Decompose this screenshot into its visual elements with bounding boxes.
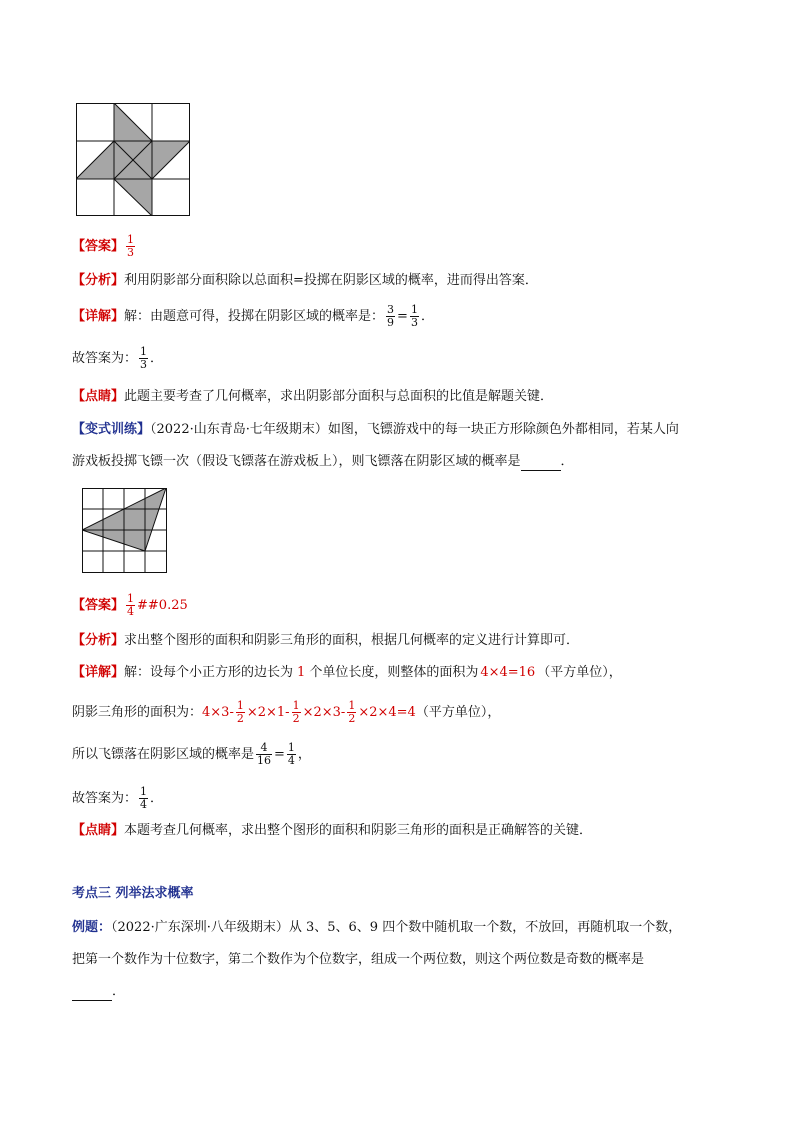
answer-tag: 【答案】 bbox=[72, 598, 125, 613]
detail-line-2 bbox=[72, 664, 622, 682]
pinwheel-figure bbox=[76, 103, 190, 216]
comment-text: 本题考查几何概率，求出整个图形的面积和阴影三角形的面积是正确解答的关键． bbox=[124, 823, 593, 838]
answer-blank bbox=[521, 456, 561, 471]
math-value: 1 bbox=[297, 665, 306, 680]
detail-text: 个单位长度，则整体的面积为 bbox=[309, 665, 479, 680]
answer-blank bbox=[72, 986, 112, 1001]
analysis-tag: 【分析】 bbox=[72, 633, 125, 648]
probability-text: 所以飞镖落在阴影区域的概率是 bbox=[72, 747, 255, 762]
fraction: $\frac{1}{2}$ bbox=[236, 699, 244, 725]
fraction: $\frac{3}{9}$ bbox=[387, 303, 395, 329]
section-heading: 考点三 列举法求概率 bbox=[72, 886, 194, 901]
detail-line-1 bbox=[72, 304, 434, 329]
fraction: $\frac{1}{2}$ bbox=[292, 699, 300, 725]
answer-line-2 bbox=[72, 593, 188, 618]
example-text: （2022·广东深圳·八年级期末）从 3、5、6、9 四个数中随机取一个数，不放回，再随机取一个数， bbox=[111, 920, 682, 935]
math-expression: ×2×4=4 bbox=[358, 705, 416, 720]
triangle-area-text: 阴影三角形的面积为： bbox=[72, 705, 203, 720]
question-text: （2022·山东青岛·七年级期末）如图，飞镖游戏中的每一块正方形除颜色外都相同，若某人向 bbox=[150, 422, 679, 437]
comment-line-1 bbox=[72, 388, 553, 406]
punctuation: ． bbox=[560, 454, 574, 469]
question-text: 游戏板投掷飞镖一次（假设飞镖落在游戏板上），则飞镖落在阴影区域的概率是 bbox=[72, 454, 521, 469]
variant-tag: 【变式训练】 bbox=[72, 422, 151, 437]
analysis-line-1 bbox=[72, 272, 538, 290]
punctuation: ， bbox=[297, 747, 311, 762]
answer-alt: ##0.25 bbox=[137, 598, 188, 613]
analysis-tag: 【分析】 bbox=[72, 273, 125, 288]
punctuation: ． bbox=[150, 791, 164, 806]
conclusion-text: 故答案为： bbox=[72, 351, 138, 366]
fraction: $\frac{1}{3}$ bbox=[410, 303, 418, 329]
equals-sign: = bbox=[274, 747, 285, 762]
variant-question-line-1 bbox=[72, 421, 679, 439]
analysis-line-2 bbox=[72, 632, 579, 650]
punctuation: ． bbox=[420, 309, 434, 324]
fraction: $\frac{1}{3}$ bbox=[140, 345, 148, 371]
answer-fraction: $\frac{1}{3}$ bbox=[127, 233, 135, 259]
analysis-text: 求出整个图形的面积和阴影三角形的面积，根据几何概率的定义进行计算即可． bbox=[124, 633, 580, 648]
detail-text: （平方单位）， bbox=[537, 665, 622, 680]
detail-text: 解：由题意可得，投掷在阴影区域的概率是： bbox=[124, 309, 385, 324]
comment-line-2 bbox=[72, 822, 592, 840]
detail-text: 解：设每个小正方形的边长为 bbox=[124, 665, 294, 680]
fraction: $\frac{4}{16}$ bbox=[257, 741, 272, 767]
example-text: 把第一个数作为十位数字，第二个数作为个位数字，组成一个两位数，则这个两位数是奇数的概率是 bbox=[72, 952, 645, 967]
math-expression: ×2×1- bbox=[246, 705, 290, 720]
analysis-text: 利用阴影部分面积除以总面积=投掷在阴影区域的概率，进而得出答案． bbox=[124, 273, 538, 288]
detail-tag: 【详解】 bbox=[72, 665, 125, 680]
example-line-1 bbox=[72, 919, 681, 937]
comment-tag: 【点睛】 bbox=[72, 823, 125, 838]
unit-text: （平方单位）， bbox=[415, 705, 501, 720]
fraction: $\frac{1}{4}$ bbox=[287, 741, 295, 767]
detail-tag: 【详解】 bbox=[72, 309, 125, 324]
triangle-area-line bbox=[72, 700, 500, 725]
math-expression: 4×4=16 bbox=[480, 665, 536, 680]
fraction: $\frac{1}{2}$ bbox=[348, 699, 356, 725]
math-expression: 4×3- bbox=[202, 705, 234, 720]
comment-text: 此题主要考查了几何概率，求出阴影部分面积与总面积的比值是解题关键． bbox=[124, 389, 554, 404]
answer-fraction: $\frac{1}{4}$ bbox=[127, 592, 135, 618]
answer-line-1 bbox=[72, 234, 137, 259]
comment-tag: 【点睛】 bbox=[72, 389, 125, 404]
punctuation: ． bbox=[112, 984, 126, 999]
conclusion-text: 故答案为： bbox=[72, 791, 138, 806]
punctuation: ． bbox=[150, 351, 164, 366]
equals-sign: = bbox=[397, 309, 408, 324]
example-line-2 bbox=[72, 951, 644, 969]
fraction: $\frac{1}{4}$ bbox=[140, 785, 148, 811]
conclusion-line-2 bbox=[72, 786, 163, 811]
dartboard-figure bbox=[82, 488, 167, 573]
example-tag: 例题： bbox=[72, 920, 112, 935]
variant-question-line-2 bbox=[72, 453, 574, 471]
example-line-3 bbox=[72, 983, 125, 1001]
answer-tag: 【答案】 bbox=[72, 239, 125, 254]
probability-line bbox=[72, 742, 311, 767]
math-expression: ×2×3- bbox=[302, 705, 346, 720]
conclusion-line-1 bbox=[72, 346, 163, 371]
